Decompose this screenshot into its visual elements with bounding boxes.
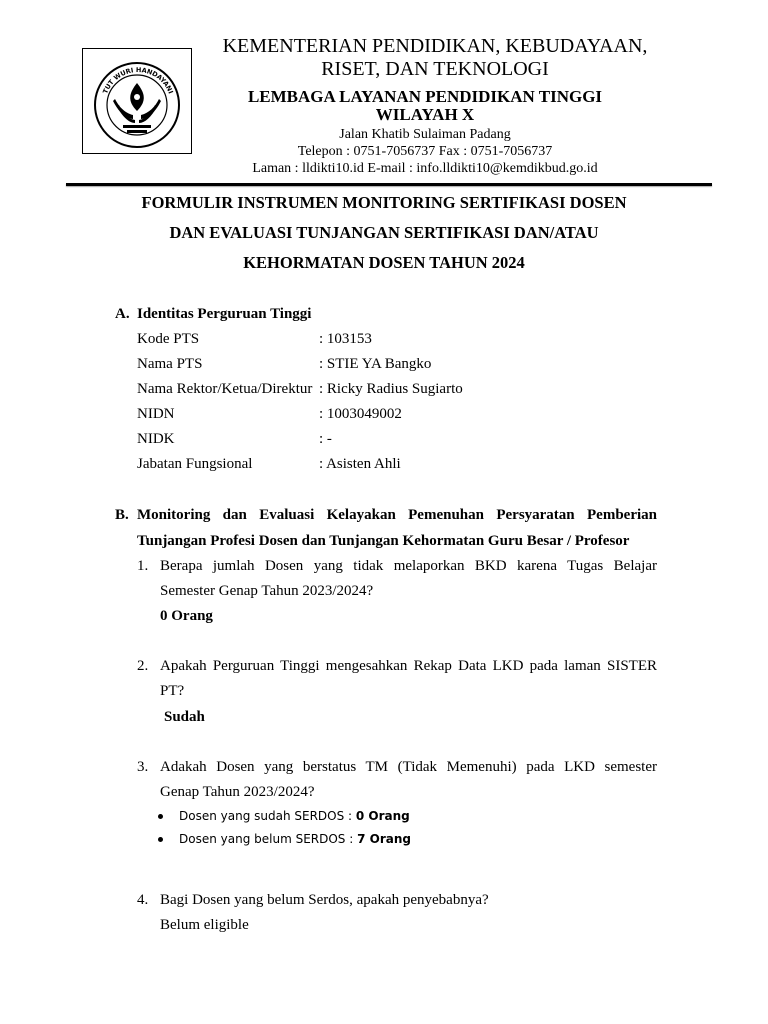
ministry-name-line2: RISET, DAN TEKNOLOGI	[321, 58, 549, 80]
section-a-heading: Identitas Perguruan Tinggi	[137, 306, 312, 322]
form-title-line1: FORMULIR INSTRUMEN MONITORING SERTIFIKASI DOSEN	[141, 193, 627, 212]
question-number: 4.	[137, 892, 149, 908]
svg-text:TUT WURI HANDAYANI: TUT WURI HANDAYANI	[101, 65, 175, 95]
field-value: : -	[319, 431, 332, 447]
institution-name-line1: LEMBAGA LAYANAN PENDIDIKAN TINGGI	[247, 87, 603, 106]
question-number: 3.	[137, 759, 149, 775]
letterhead-divider	[66, 183, 712, 186]
institution-web-email: Laman : lldikti10.id E-mail : info.lldikti10@kemdikbud.go.id	[252, 161, 598, 176]
field-value: : Ricky Radius Sugiarto	[319, 381, 463, 397]
field-value: : Asisten Ahli	[319, 456, 401, 472]
question-answer: 0 Orang	[160, 608, 213, 624]
bullet-item	[179, 832, 411, 846]
bullet-item	[179, 809, 410, 823]
bullet-icon	[158, 814, 163, 819]
form-title-line3: KEHORMATAN DOSEN TAHUN 2024	[243, 253, 525, 272]
section-a-marker: A.	[115, 306, 130, 322]
field-label: NIDK	[137, 431, 175, 447]
question-number: 1.	[137, 558, 149, 574]
section-b-marker: B.	[115, 507, 129, 523]
bullet-value: 0 Orang	[355, 809, 410, 823]
emblem-icon	[83, 49, 191, 153]
institution-name-line2: WILAYAH X	[375, 105, 475, 124]
question-text-line2: PT?	[160, 683, 185, 699]
question-text-line2: Genap Tahun 2023/2024?	[160, 784, 315, 800]
bullet-icon	[158, 837, 163, 842]
field-value: : 103153	[319, 331, 372, 347]
question-number: 2.	[137, 658, 149, 674]
field-label: Kode PTS	[137, 331, 200, 347]
ministry-name-line1: KEMENTERIAN PENDIDIKAN, KEBUDAYAAN,	[222, 35, 648, 57]
question-text-line2: Semester Genap Tahun 2023/2024?	[160, 583, 374, 599]
field-label: Jabatan Fungsional	[137, 456, 253, 472]
question-text-line1: Berapa jumlah Dosen yang tidak melaporkan BKD karena Tugas Belajar	[160, 558, 657, 574]
section-b-heading-line2: Tunjangan Profesi Dosen dan Tunjangan Kehormatan Guru Besar / Profesor	[137, 533, 630, 549]
field-label: Nama PTS	[137, 356, 203, 372]
field-label: Nama Rektor/Ketua/Direktur	[137, 381, 313, 397]
institution-phone: Telepon : 0751-7056737 Fax : 0751-7056737	[297, 144, 553, 159]
bullet-label: Dosen yang sudah SERDOS :	[179, 809, 356, 823]
form-title-line2: DAN EVALUASI TUNJANGAN SERTIFIKASI DAN/ATAU	[169, 223, 599, 242]
field-value: : 1003049002	[319, 406, 402, 422]
question-answer: Belum eligible	[160, 917, 249, 933]
bullet-label: Dosen yang belum SERDOS :	[179, 832, 358, 846]
question-text-line1: Adakah Dosen yang berstatus TM (Tidak Memenuhi) pada LKD semester	[160, 759, 657, 775]
section-b-heading-line1: Monitoring dan Evaluasi Kelayakan Pemenuhan Persyaratan Pemberian	[137, 507, 657, 523]
question-text-line1: Apakah Perguruan Tinggi mengesahkan Rekap Data LKD pada laman SISTER	[160, 658, 657, 674]
question-text-line1: Bagi Dosen yang belum Serdos, apakah penyebabnya?	[160, 892, 489, 908]
bullet-value: 7 Orang	[357, 832, 411, 846]
tut-wuri-handayani-logo	[82, 48, 192, 154]
question-answer: Sudah	[164, 709, 205, 725]
institution-address: Jalan Khatib Sulaiman Padang	[339, 127, 511, 142]
field-value: : STIE YA Bangko	[319, 356, 432, 372]
field-label: NIDN	[137, 406, 175, 422]
